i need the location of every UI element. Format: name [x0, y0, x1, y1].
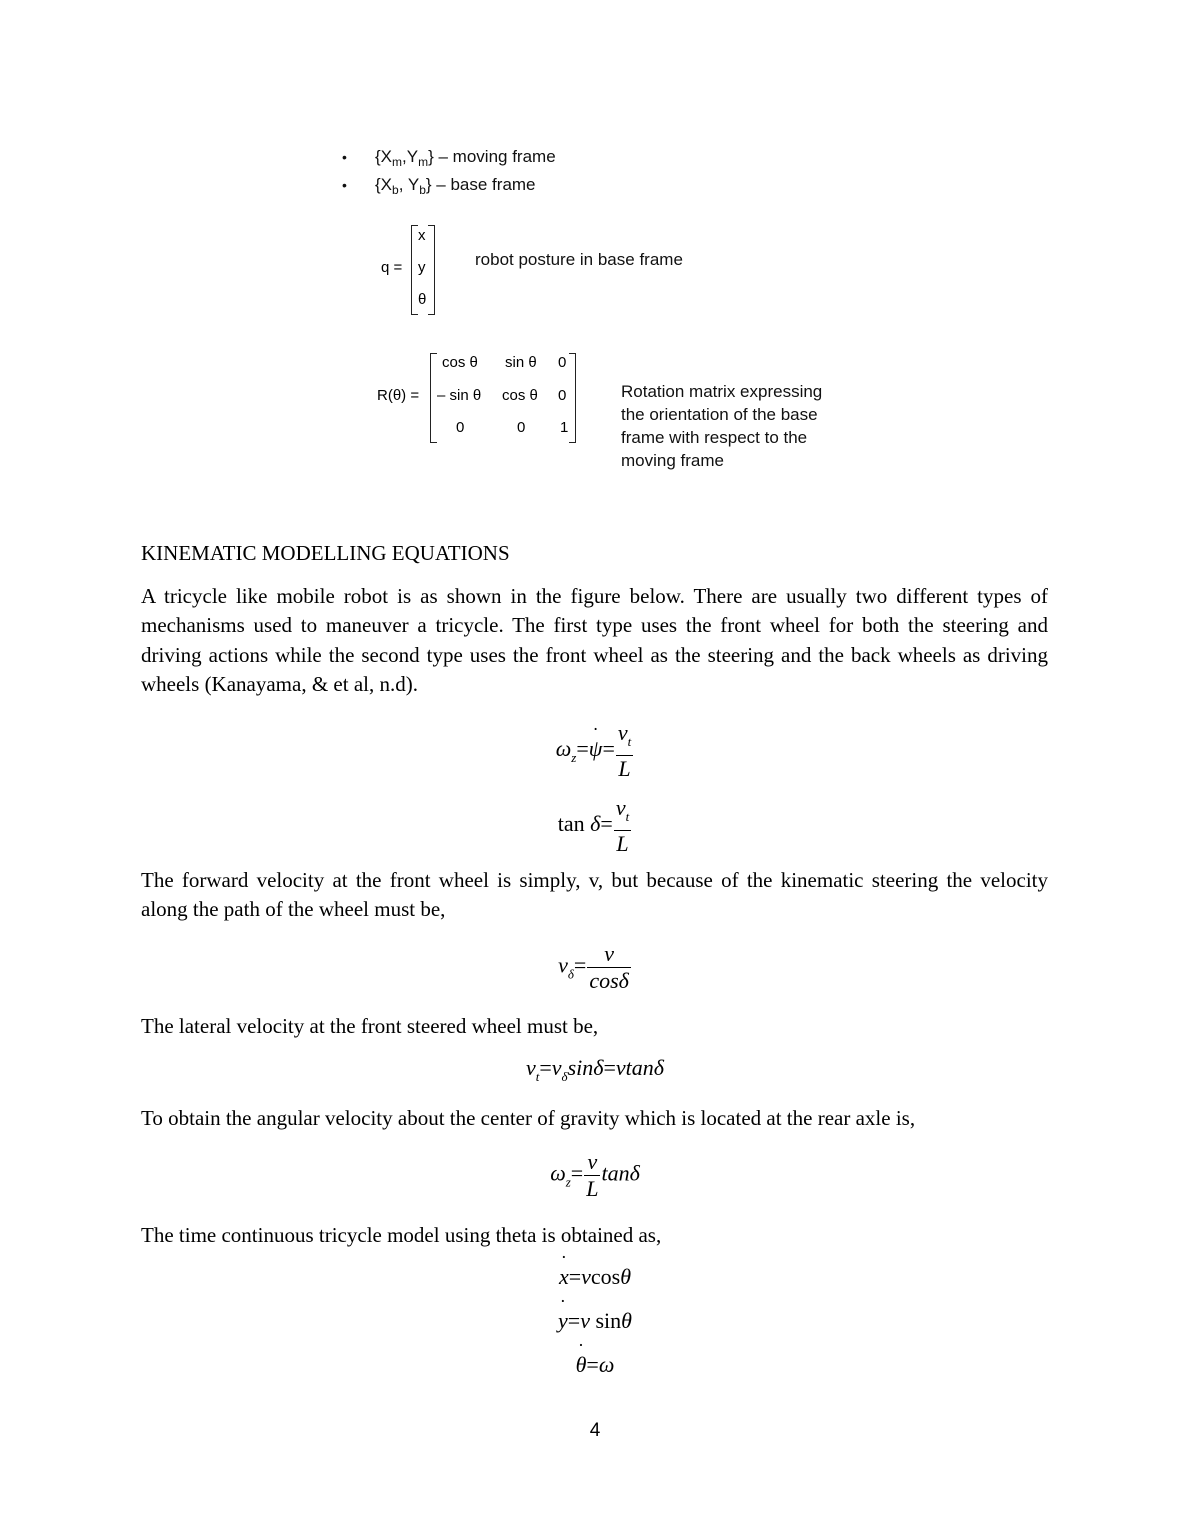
matrix-cell: 0	[558, 354, 567, 371]
base-frame-label: {$X_b$, $Y_b$} – base frame	[375, 175, 536, 197]
equation-lateral-velocity: $v_t=v_\delta\sin\delta=vtan\delta$	[525, 1055, 665, 1084]
bullet-base-frame	[0, 175, 1190, 199]
matrix-cell: 0	[517, 419, 526, 436]
equation-path-velocity: $v_\delta=$ $\frac{v}{\cos\delta}$	[558, 941, 629, 993]
equation-theta-dot: θ ˙=ω	[0, 1352, 1190, 1378]
matrix-cell: cos θ	[502, 387, 538, 404]
bullet-dot: •	[342, 149, 347, 165]
rotation-lhs: R(θ) =	[377, 387, 420, 404]
posture-caption: robot posture in base frame	[475, 250, 683, 269]
posture-lhs: q =	[381, 259, 403, 276]
right-bracket	[428, 225, 435, 315]
lateral-velocity-paragraph: The lateral velocity at the front steered wheel must be,	[141, 1014, 599, 1038]
intro-paragraph: A tricycle like mobile robot is as shown in the figure below. There are usually two different types of mechanisms used to maneuver a tricycle. The first type uses the front wheel for both the steering and driving actions while the second type uses the front wheel as the steering and the back wheels as driving wheels (Kanayama, & et al, n.d).	[141, 584, 1048, 696]
equation-angular-velocity: $\omega_z=$ $\frac{v}{L}$ tanδ	[550, 1149, 640, 1201]
posture-y: y	[418, 259, 426, 276]
bullet-dot: •	[342, 177, 347, 193]
matrix-cell: 0	[456, 419, 465, 436]
equation-y-dot: y ˙=v sinθ	[0, 1308, 1190, 1334]
equation-yaw-rate: $\omega_z=\psi$ ˙= $\frac{v_t}{L}$	[0, 720, 1190, 782]
matrix-cell: cos θ	[442, 354, 478, 371]
page-number: 4	[589, 1420, 601, 1441]
left-bracket	[411, 225, 418, 315]
rotation-caption: Rotation matrix expressing the orientation of the base frame with respect to the moving frame	[621, 382, 823, 470]
posture-theta: θ	[418, 291, 427, 308]
right-bracket	[569, 353, 576, 443]
tricycle-model-paragraph: The time continuous tricycle model using theta is obtained as,	[141, 1223, 662, 1247]
matrix-cell: sin θ	[505, 354, 537, 371]
angular-velocity-paragraph: To obtain the angular velocity about the center of gravity which is located at the rear axle is,	[141, 1106, 916, 1130]
bullet-moving-frame	[0, 147, 1190, 171]
matrix-cell: 0	[558, 387, 567, 404]
equation-steering-angle: tan δ= $\frac{v_t}{L}$	[557, 795, 630, 856]
left-bracket	[430, 353, 437, 443]
equation-x-dot: x ˙=vcosθ	[0, 1264, 1190, 1290]
matrix-cell: 1	[560, 419, 569, 436]
section-heading: KINEMATIC MODELLING EQUATIONS	[141, 541, 510, 565]
posture-x: x	[418, 227, 426, 244]
forward-velocity-paragraph: The forward velocity at the front wheel is simply, v, but because of the kinematic steering the velocity along the path of the wheel must be,	[141, 868, 1048, 922]
moving-frame-label: $\{X_m,Y_m\}$ – moving frame	[375, 147, 556, 169]
matrix-cell: – sin θ	[437, 387, 482, 404]
